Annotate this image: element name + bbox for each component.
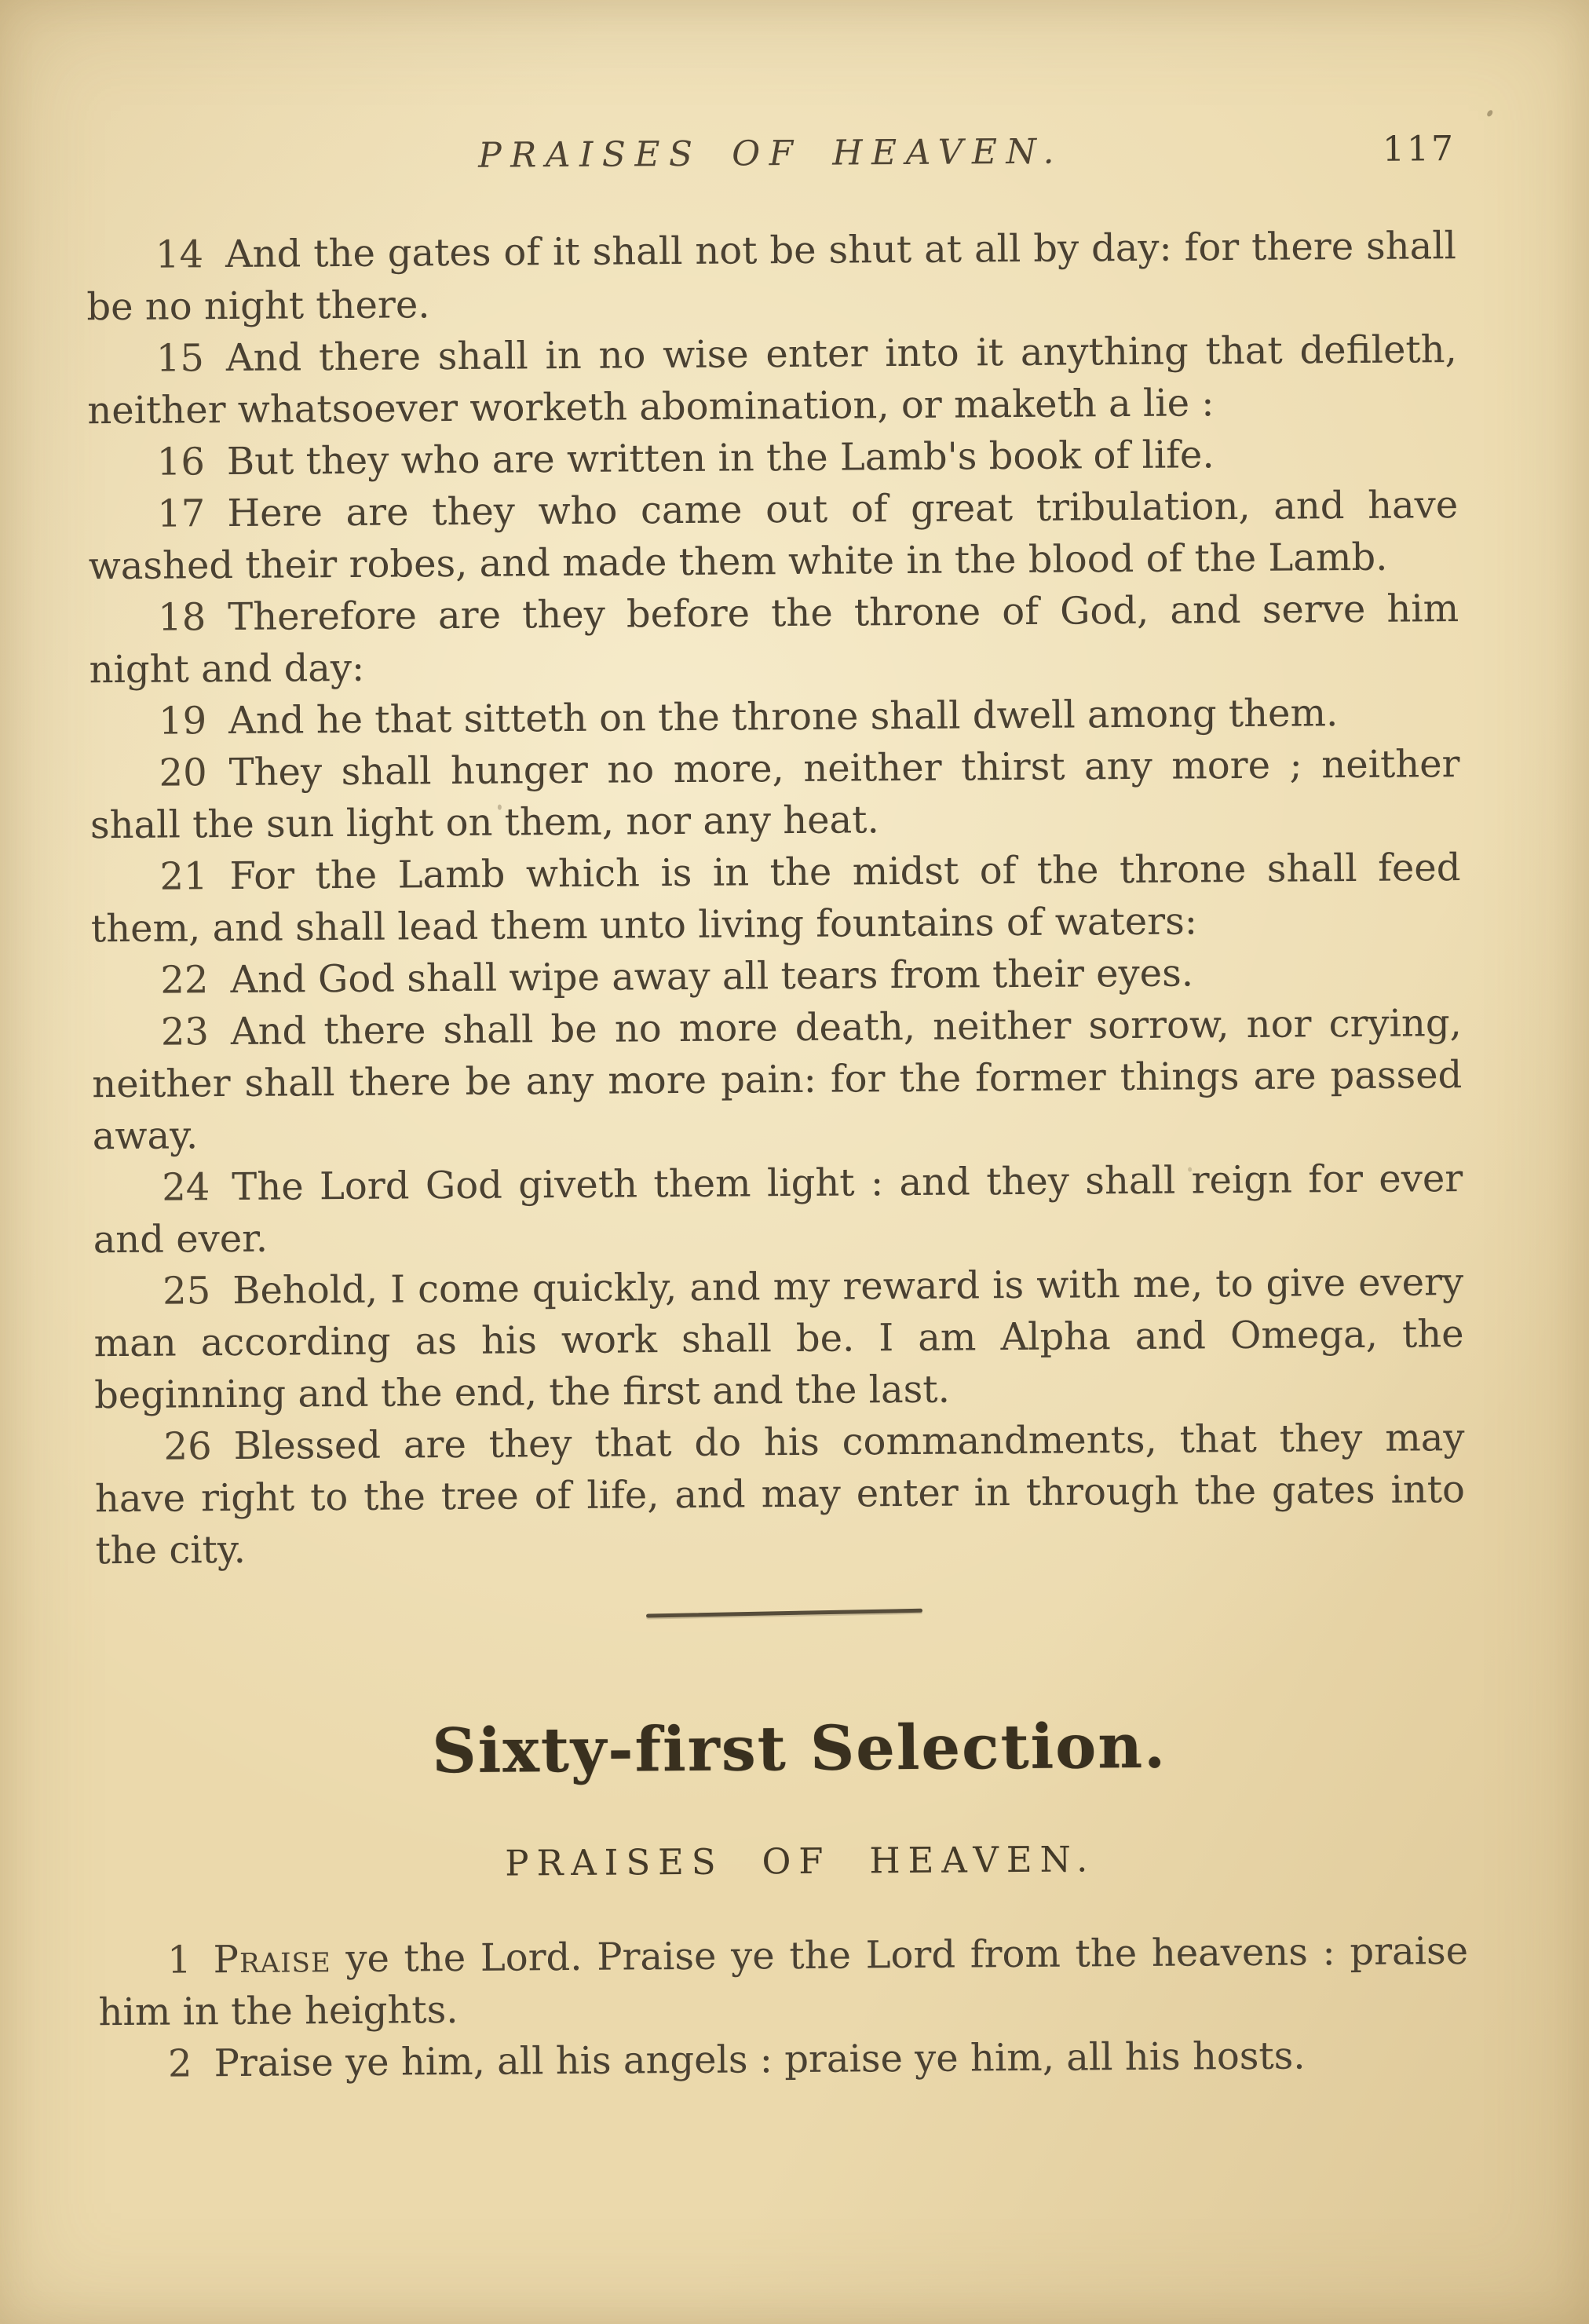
page-number: 117 xyxy=(1382,129,1456,170)
verse-number: 17 xyxy=(157,491,206,536)
verse-text: They shall hunger no more, neither thirst any more ; neither shall the sun light on them, nor any heat. xyxy=(89,742,1460,848)
verse-text: And the gates of it shall not be shut at all by day: for there shall be no night there. xyxy=(86,224,1457,330)
selection-heading: Sixty-first Selection. xyxy=(432,1710,1167,1788)
verse-paragraph xyxy=(88,427,1458,488)
verse-paragraph xyxy=(92,997,1463,1162)
verse-number: 24 xyxy=(162,1165,210,1210)
verse-number: 23 xyxy=(160,1010,210,1054)
verse-paragraph xyxy=(99,2029,1469,2090)
verse-paragraph xyxy=(93,1153,1463,1266)
verse-paragraph xyxy=(89,686,1459,747)
verse-paragraph xyxy=(89,583,1459,696)
verse-text: ye the Lord. Praise ye the Lord from the heavens : praise him in the heights. xyxy=(98,1929,1469,2035)
selection-subtitle: PRAISES OF HEAVEN. xyxy=(505,1838,1096,1884)
scan-speck xyxy=(1486,109,1494,118)
verse-text: And there shall in no wise enter into it anything that defileth, neither whatsoever worketh abomination, or maketh a lie : xyxy=(87,327,1458,433)
verse-paragraph xyxy=(87,323,1458,437)
running-head-title: PRAISES OF HEAVEN. xyxy=(477,131,1064,176)
verse-text: Therefore are they before the throne of God, and serve him night and day: xyxy=(89,586,1459,692)
verse-text: Blessed are they that do his commandments, that they may have right to the tree of life, and may enter in through the gates into the city. xyxy=(94,1416,1466,1573)
verse-text: And he that sitteth on the throne shall dwell among them. xyxy=(228,691,1339,744)
verse-number: 19 xyxy=(158,699,207,744)
verse-text: Praise ye him, all his angels : praise ye him, all his hosts. xyxy=(214,2034,1306,2086)
verse-text: Here are they who came out of great tribulation, and have washed their robes, and made them white in the blood of the Lamb. xyxy=(88,483,1459,589)
section-divider-rule xyxy=(646,1609,922,1618)
verse-number: 1 xyxy=(166,1938,192,1982)
running-head xyxy=(86,129,1456,193)
verse-number: 2 xyxy=(167,2041,192,2086)
verse-paragraph xyxy=(93,1256,1464,1421)
verse-text: But they who are written in the Lamb's book of life. xyxy=(226,433,1215,484)
verse-number: 26 xyxy=(163,1424,212,1469)
verse-text: And there shall be no more death, neither sorrow, nor crying, neither shall there be any more pain: for the former things are passed away. xyxy=(92,1001,1463,1159)
verse-text: Behold, I come quickly, and my reward is with me, to give every man according as his work shall be. I am Alpha and Omega, the beginning and the end, the first and the last. xyxy=(93,1260,1464,1418)
verse-number: 15 xyxy=(155,336,205,381)
verse-number: 14 xyxy=(155,232,204,277)
verse-lead-word: Praise xyxy=(213,1937,331,1982)
verse-number: 16 xyxy=(156,440,206,484)
revelation-verses-block xyxy=(86,220,1466,1577)
verse-paragraph xyxy=(94,1412,1465,1577)
verse-paragraph xyxy=(89,738,1460,851)
psalm-verses-block xyxy=(98,1925,1469,2090)
verse-text: For the Lamb which is in the midst of the throne shall feed them, and shall lead them unto living fountains of waters: xyxy=(90,846,1461,952)
verse-paragraph xyxy=(98,1925,1469,2038)
verse-number: 25 xyxy=(162,1269,211,1314)
verse-paragraph xyxy=(86,220,1457,333)
verse-number: 20 xyxy=(159,751,207,795)
verse-number: 22 xyxy=(160,958,209,1003)
verse-number: 21 xyxy=(159,854,208,899)
verse-text: And God shall wipe away all tears from their eyes. xyxy=(230,951,1194,1003)
verse-paragraph xyxy=(90,842,1461,955)
verse-paragraph xyxy=(88,479,1459,592)
verse-number: 18 xyxy=(157,595,206,640)
verse-text: The Lord God giveth them light : and they shall reign for ever and ever. xyxy=(93,1157,1463,1262)
verse-paragraph xyxy=(91,945,1461,1007)
